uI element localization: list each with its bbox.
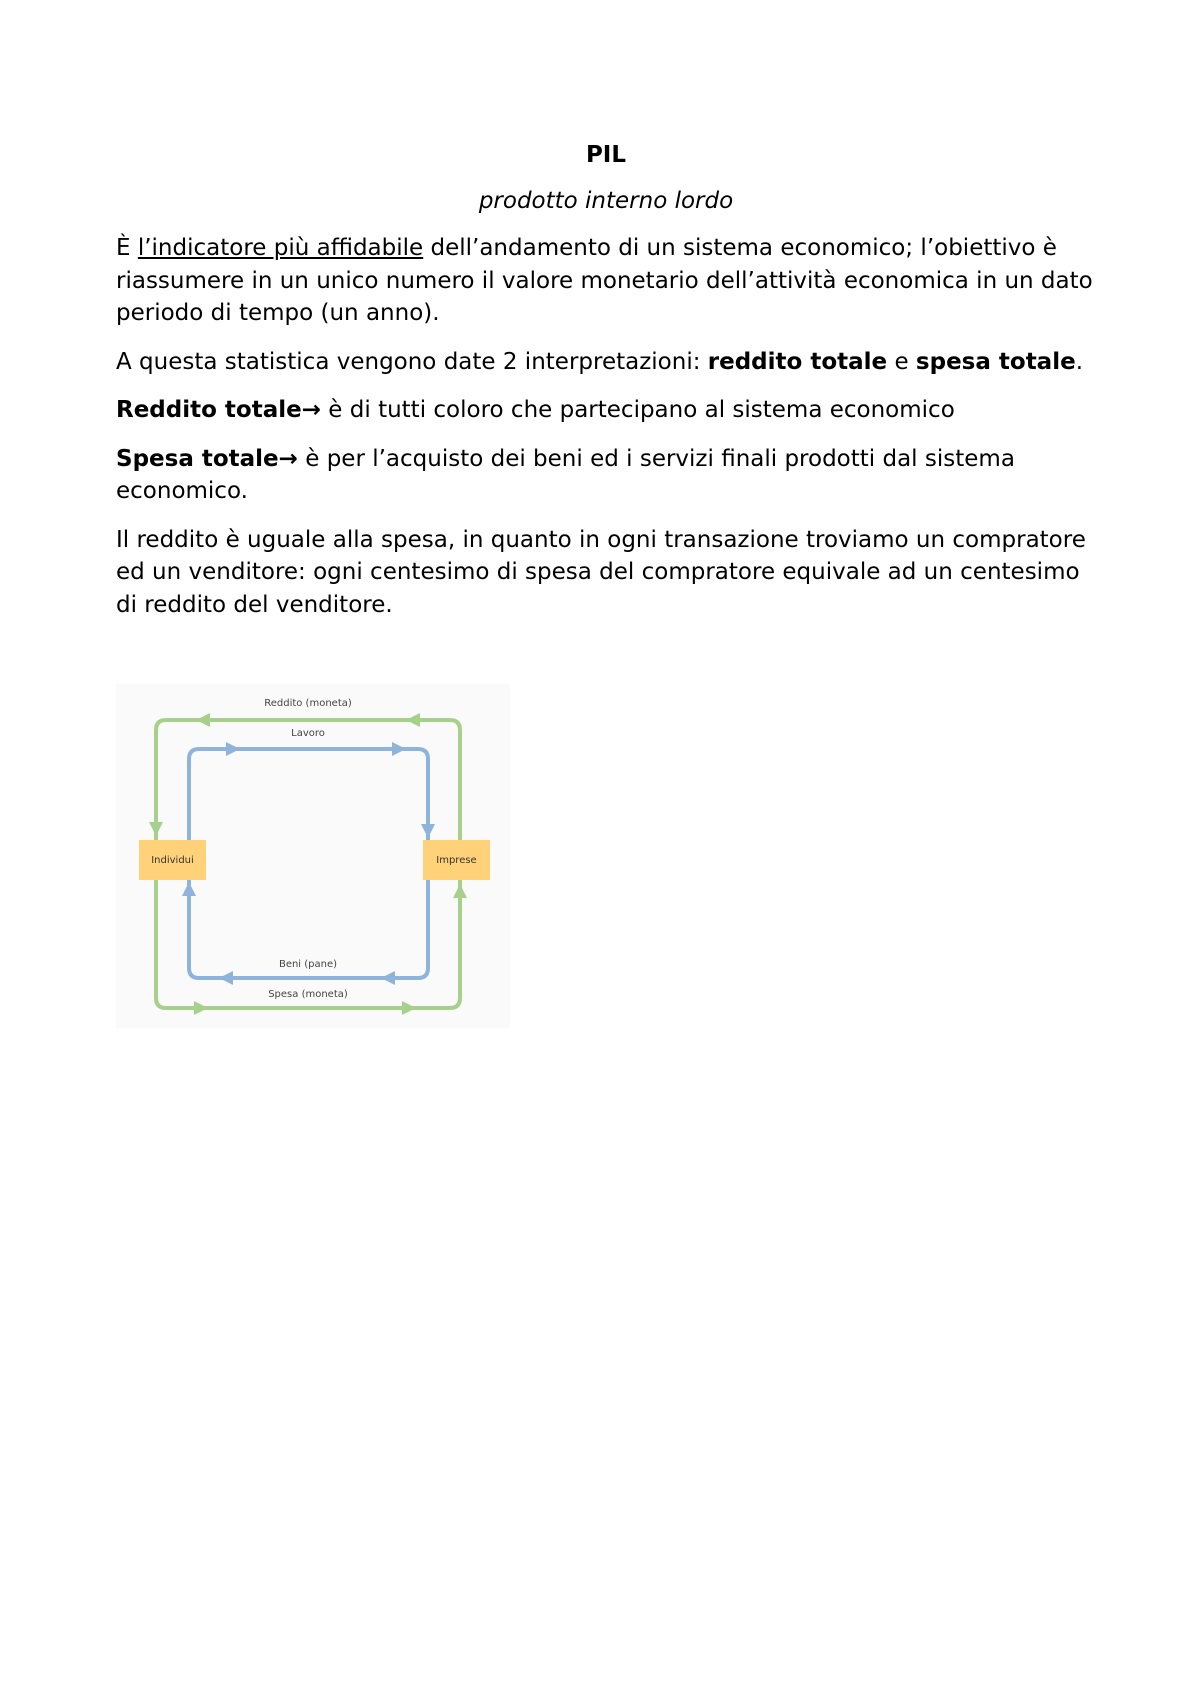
circular-flow-diagram [116, 684, 510, 1028]
p2-text2: e [887, 348, 916, 375]
p1-underlined: l’indicatore più affidabile [137, 235, 424, 261]
circular-flow-svg [116, 684, 510, 1028]
p1-rest: dell’andamento di un sistema economico; l’obiettivo è riassumere in un unico numero il valore monetario dell’attività economica in un dato periodo di tempo (un anno). [116, 235, 1093, 326]
paragraph-spesa [116, 443, 1096, 508]
document-title: PIL [585, 142, 627, 168]
p4-text: è per l’acquisto dei beni ed i servizi finali prodotti dal sistema economico. [116, 445, 1015, 504]
document-page [116, 140, 1096, 637]
p3-bold: Reddito totale [116, 397, 302, 423]
p4-arrow: → [278, 445, 298, 472]
document-subtitle: prodotto interno lordo [478, 188, 734, 214]
imprese-label: Imprese [436, 855, 477, 866]
p4-bold: Spesa totale [116, 445, 279, 472]
paragraph-definition [116, 232, 1096, 330]
p1-prefix: È [116, 235, 138, 261]
lavoro-label: Lavoro [291, 728, 325, 739]
beni-label: Beni (pane) [278, 959, 338, 970]
reddito-label: Reddito (moneta) [264, 698, 352, 709]
p2-text1: A questa statistica vengono date 2 interpretazioni: [116, 348, 708, 375]
p3-arrow: → [301, 397, 321, 423]
paragraph-interpretations [116, 346, 1096, 379]
p5-text: Il reddito è uguale alla spesa, in quanto in ogni transazione troviamo un compratore ed un venditore: ogni centesimo di spesa del compratore equivale ad un centesimo di reddito del venditore. [116, 526, 1086, 618]
individui-label: Individui [151, 855, 194, 866]
p2-bold2: spesa totale [915, 348, 1076, 375]
p2-bold1: reddito totale [707, 348, 888, 375]
paragraph-reddito [116, 394, 1096, 427]
p2-text3: . [1075, 348, 1083, 375]
p3-text: è di tutti coloro che partecipano al sistema economico [321, 397, 955, 423]
paragraph-reddito-spesa [116, 524, 1096, 622]
spesa-label: Spesa (moneta) [268, 989, 348, 1000]
